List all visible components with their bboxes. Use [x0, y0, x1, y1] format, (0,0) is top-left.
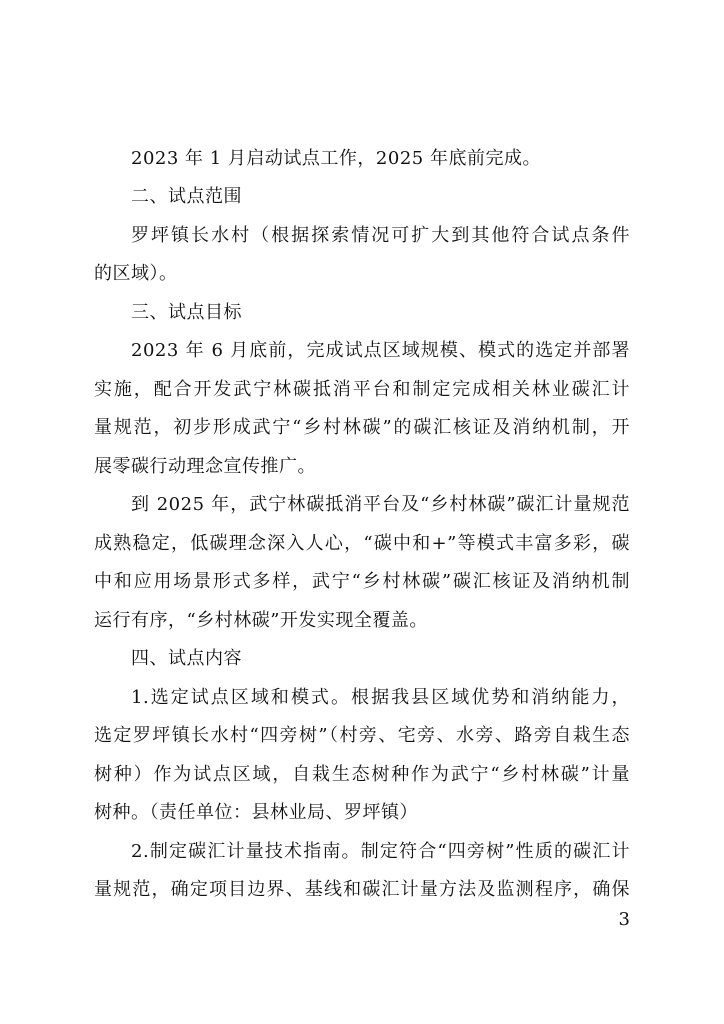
section-heading-scope: 二、试点范围 [131, 186, 242, 207]
paragraph-line: 实施，配合开发武宁林碳抵消平台和制定完成相关林业碳汇计 [94, 379, 630, 400]
paragraph-line: 2.制定碳汇计量技术指南。制定符合“四旁树”性质的碳汇计 [131, 841, 630, 862]
paragraph-line: 罗坪镇长水村（根据探索情况可扩大到其他符合试点条件 [131, 225, 630, 246]
paragraph-line: 运行有序，“乡村林碳”开发实现全覆盖。 [94, 610, 428, 631]
paragraph-line: 到 2025 年，武宁林碳抵消平台及“乡村林碳”碳汇计量规范 [131, 494, 630, 515]
paragraph-line: 量规范，确定项目边界、基线和碳汇计量方法及监测程序，确保 [94, 879, 630, 900]
page-number: 3 [618, 909, 630, 930]
paragraph-line: 2023 年 6 月底前，完成试点区域规模、模式的选定并部署 [131, 340, 630, 361]
paragraph-line: 量规范，初步形成武宁“乡村林碳”的碳汇核证及消纳机制，开 [94, 417, 630, 438]
paragraph-line: 1.选定试点区域和模式。根据我县区域优势和消纳能力， [131, 687, 630, 708]
paragraph-line: 展零碳行动理念宣传推广。 [94, 456, 316, 477]
section-heading-goals: 三、试点目标 [131, 302, 242, 323]
section-heading-content: 四、试点内容 [131, 648, 242, 669]
paragraph-line: 选定罗坪镇长水村“四旁树”（村旁、宅旁、水旁、路旁自栽生态 [94, 725, 630, 746]
paragraph-line: 的区域）。 [94, 263, 178, 284]
paragraph-line: 成熟稳定，低碳理念深入人心，“碳中和+”等模式丰富多彩，碳 [94, 533, 630, 554]
paragraph-line: 树种。（责任单位：县林业局、罗坪镇） [94, 802, 418, 823]
paragraph-line: 树种）作为试点区域，自栽生态树种作为武宁“乡村林碳”计量 [94, 764, 630, 785]
paragraph-line: 中和应用场景形式多样，武宁“乡村林碳”碳汇核证及消纳机制 [94, 571, 630, 592]
paragraph-line: 2023 年 1 月启动试点工作，2025 年底前完成。 [131, 148, 541, 169]
